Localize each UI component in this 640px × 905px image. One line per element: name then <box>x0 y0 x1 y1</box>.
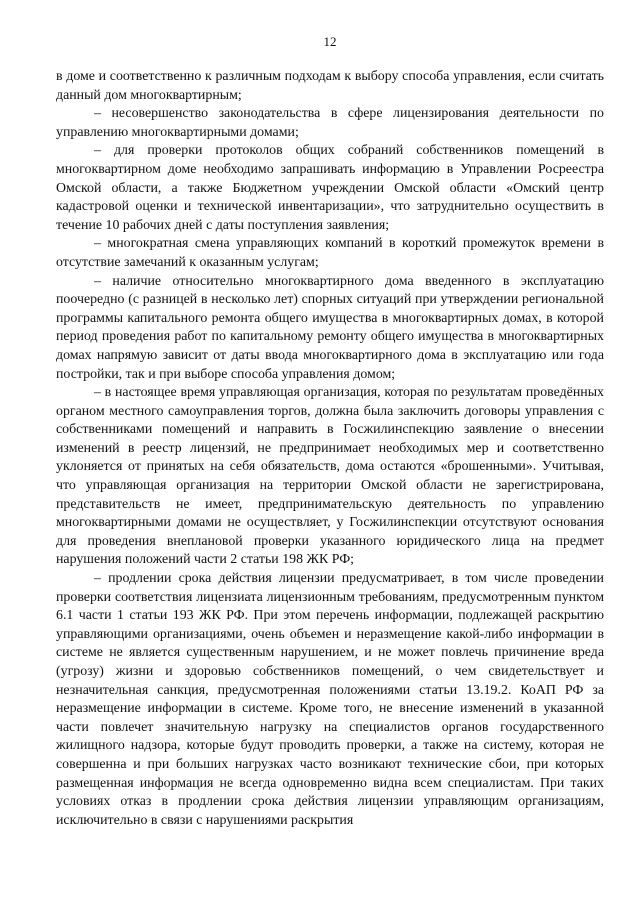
paragraph: – наличие относительно многоквартирного дома введенного в эксплуатацию поочередно (с разницей в несколько лет) спорных ситуаций при утверждении региональной программы капитального ремонта общего имущества в многоквартирных домах, в которой период проведения работ по капитальному ремонту общего имущества в многоквартирных домах напрямую зависит от даты ввода многоквартирного дома в эксплуатацию или года постройки, так и при выборе способа управления домом; <box>56 273 604 382</box>
paragraph: – для проверки протоколов общих собраний собственников помещений в многоквартирном доме необходимо запрашивать информацию в Управлении Росреестра Омской области, а также Бюджетном учреждении Омской области «Омский центр кадастровой оценки и технической инвентаризации», что затруднительно осуществить в течение 10 рабочих дней с даты поступления заявления; <box>56 143 604 233</box>
paragraph: – в настоящее время управляющая организация, которая по результатам проведённых органом местного самоуправления торгов, должна была заключить договоры управления с собственниками помещений и направить в Госжилинспекцию заявление о внесении изменений в реестр лицензий, не предпринимает необходимых мер и соответственно уклоняется от принятых на себя обязательств, дома остаются «брошенными». Учитывая, что управляющая организация на территории Омской области не зарегистрирована, представительств не имеет, предпринимательскую деятельность по управлению многоквартирными домами не осуществляет, у Госжилинспекции отсутствуют основания для проведения внеплановой проверки указанного юридического лица на предмет нарушения положений части 2 статьи 198 ЖК РФ; <box>56 385 604 568</box>
paragraph: – многократная смена управляющих компаний в короткий промежуток времени в отсутствие замечаний к оказанным услугам; <box>56 236 604 270</box>
document-body <box>56 68 604 830</box>
page-number: 12 <box>323 34 337 49</box>
paragraph-continuation: в доме и соответственно к различным подходам к выбору способа управления, если считать данный дом многоквартирным; <box>56 69 604 103</box>
paragraph: – несовершенство законодательства в сфере лицензирования деятельности по управлению многоквартирными домами; <box>56 106 604 140</box>
paragraph: – продлении срока действия лицензии предусматривает, в том числе проведении проверки соответствия лицензиата лицензионным требованиям, предусмотренным пунктом 6.1 части 1 статьи 193 ЖК РФ. При этом перечень информации, подлежащей раскрытию управляющими организациями, очень объемен и неразмещение какой-либо информации в системе не является существенным нарушением, и не может повлечь причинение вреда (угрозу) жизни и здоровью собственников помещений, о чем свидетельствует и незначительная санкция, предусмотренная положениями статьи 13.19.2. КоАП РФ за неразмещение информации в системе. Кроме того, не внесение изменений в указанной части повлечет значительную нагрузку на специалистов органов государственного жилищного надзора, которые будут проводить проверки, а также на систему, которая не совершенна и при больших нагрузках часто возникают технические сбои, при которых размещенная информация не всегда одновременно видна всем специалистам. При таких условиях отказ в продлении срока действия лицензии управляющим организациям, исключительно в связи с нарушениями раскрытия <box>56 571 604 828</box>
